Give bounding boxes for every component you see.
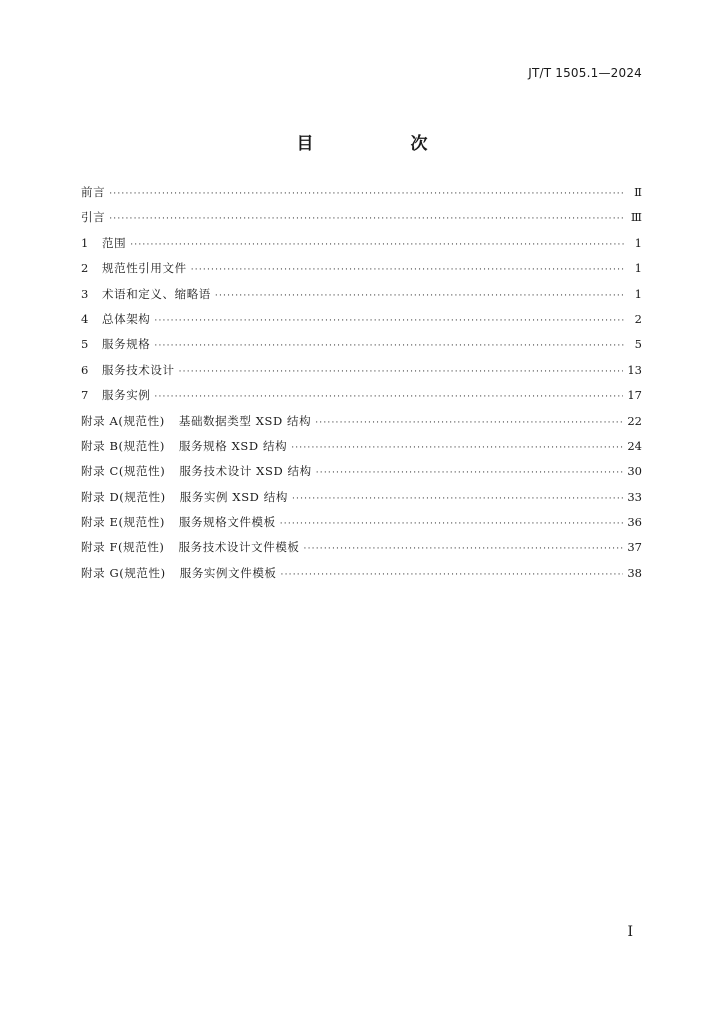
dot-leader <box>315 418 623 428</box>
toc-entry-label <box>81 438 287 454</box>
annex-designation: 附录 F(规范性) <box>81 540 165 555</box>
toc-entry-label: 范围 <box>102 235 127 250</box>
toc-entry-label <box>81 565 277 581</box>
annex-designation: 附录 A(规范性) <box>81 413 165 428</box>
toc-entry-annex-d[interactable] <box>81 489 642 514</box>
toc-entry-annex-f[interactable] <box>81 539 642 564</box>
toc-entry-number: 6 <box>81 362 89 377</box>
dot-leader <box>109 214 624 224</box>
table-of-contents <box>81 184 642 590</box>
toc-entry-page: 36 <box>627 515 642 530</box>
toc-entry-page: 33 <box>627 489 642 504</box>
toc-entry-label: 术语和定义、缩略语 <box>102 286 211 301</box>
toc-entry-label <box>81 463 312 479</box>
toc-entry-annex-g[interactable] <box>81 565 642 590</box>
toc-entry-terms[interactable] <box>81 286 642 311</box>
toc-entry-normative-references[interactable] <box>81 260 642 285</box>
toc-entry-annex-b[interactable] <box>81 438 642 463</box>
toc-entry-service-design[interactable] <box>81 362 642 387</box>
annex-designation: 附录 G(规范性) <box>81 565 166 580</box>
dot-leader <box>154 392 623 402</box>
toc-entry-page: 1 <box>634 261 642 276</box>
toc-entry-page: 1 <box>634 235 642 250</box>
toc-entry-label: 总体架构 <box>102 311 151 326</box>
toc-entry-label: 引言 <box>81 210 106 225</box>
toc-entry-page: 30 <box>627 464 642 479</box>
toc-title: 目 次 <box>296 134 468 154</box>
toc-entry-number: 4 <box>81 311 89 326</box>
toc-entry-number: 7 <box>81 388 89 403</box>
toc-entry-label: 服务实例 <box>102 388 151 403</box>
annex-designation: 附录 D(规范性) <box>81 489 166 504</box>
annex-title: 服务技术设计文件模板 <box>178 540 300 555</box>
toc-entry-label <box>81 539 300 555</box>
annex-title: 服务规格文件模板 <box>178 515 276 530</box>
toc-entry-page: 37 <box>627 540 642 555</box>
standard-number: JT/T 1505.1—2024 <box>528 66 642 80</box>
toc-entry-foreword[interactable] <box>81 184 642 209</box>
annex-title: 服务技术设计 XSD 结构 <box>179 464 312 479</box>
toc-entry-label: 规范性引用文件 <box>102 261 187 276</box>
toc-entry-page: 22 <box>627 413 642 428</box>
toc-entry-label <box>81 489 288 505</box>
annex-designation: 附录 C(规范性) <box>81 464 166 479</box>
annex-title: 服务实例 XSD 结构 <box>179 489 288 504</box>
dot-leader <box>109 189 624 199</box>
toc-entry-page: Ⅱ <box>634 185 642 199</box>
dot-leader <box>130 240 624 250</box>
dot-leader <box>291 443 623 453</box>
toc-entry-page: 13 <box>627 362 642 377</box>
toc-entry-annex-a[interactable] <box>81 413 642 438</box>
dot-leader <box>280 519 624 529</box>
dot-leader <box>179 367 624 377</box>
toc-entry-number: 1 <box>81 235 89 250</box>
dot-leader <box>154 316 624 326</box>
dot-leader <box>215 291 624 301</box>
dot-leader <box>304 544 624 554</box>
dot-leader <box>191 265 624 275</box>
toc-entry-label <box>81 514 276 530</box>
annex-title: 服务规格 XSD 结构 <box>178 438 288 453</box>
toc-entry-number: 3 <box>81 286 89 301</box>
toc-entry-page: 1 <box>634 286 642 301</box>
toc-entry-annex-e[interactable] <box>81 514 642 539</box>
dot-leader <box>281 570 624 580</box>
toc-entry-label: 前言 <box>81 185 106 199</box>
dot-leader <box>154 341 624 351</box>
toc-entry-service-instance[interactable] <box>81 387 642 412</box>
page-number: I <box>627 924 633 940</box>
toc-entry-scope[interactable] <box>81 235 642 260</box>
dot-leader <box>292 494 623 504</box>
annex-designation: 附录 B(规范性) <box>81 438 165 453</box>
toc-entry-architecture[interactable] <box>81 311 642 336</box>
toc-entry-label: 服务技术设计 <box>102 362 175 377</box>
toc-entry-page: 5 <box>634 337 642 352</box>
annex-title: 基础数据类型 XSD 结构 <box>178 413 312 428</box>
dot-leader <box>316 468 624 478</box>
toc-entry-page: 38 <box>627 565 642 580</box>
toc-entry-introduction[interactable] <box>81 209 642 234</box>
annex-designation: 附录 E(规范性) <box>81 515 165 530</box>
toc-entry-number: 2 <box>81 261 89 276</box>
annex-title: 服务实例文件模板 <box>179 565 277 580</box>
toc-entry-number: 5 <box>81 337 89 352</box>
toc-entry-label <box>81 413 311 429</box>
toc-entry-page: 17 <box>627 388 642 403</box>
toc-entry-page: 24 <box>627 438 642 453</box>
toc-entry-page: Ⅲ <box>630 210 642 225</box>
toc-entry-label: 服务规格 <box>102 337 151 352</box>
toc-entry-page: 2 <box>634 311 642 326</box>
toc-entry-annex-c[interactable] <box>81 463 642 488</box>
toc-entry-service-spec[interactable] <box>81 336 642 361</box>
